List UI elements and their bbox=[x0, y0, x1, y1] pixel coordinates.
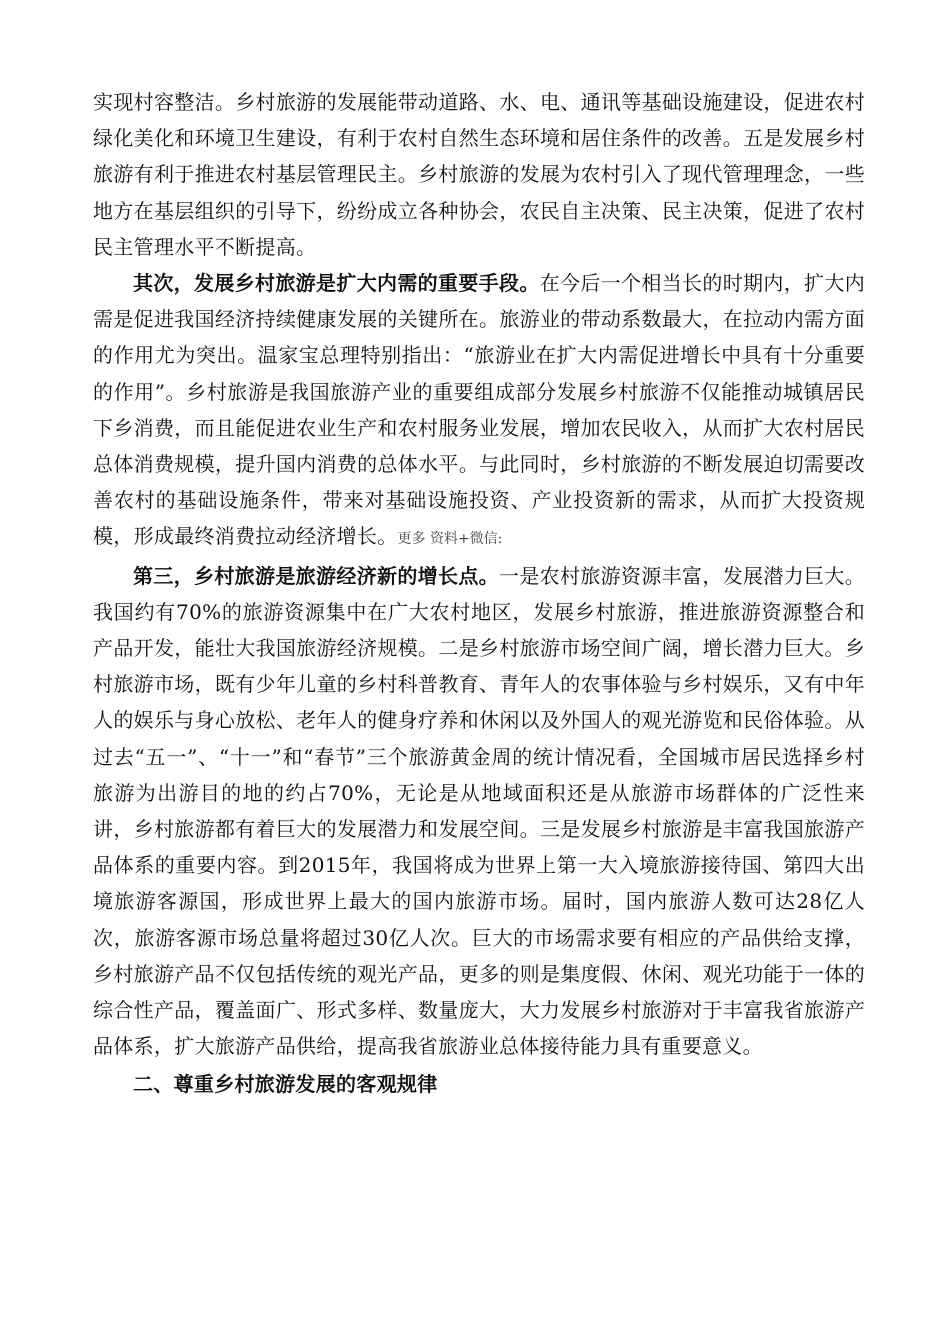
paragraph-lead-heading: 第三，乡村旅游是旅游经济新的增长点。 bbox=[133, 563, 500, 588]
paragraph-text: 在今后一个相当长的时期内，扩大内需是促进我国经济持续健康发展的关键所在。旅游业的带动系数最大，在拉动内需方面的作用尤为突出。温家宝总理特别指出：“旅游业在扩大内需促进增长中具有十分重要的作用”。乡村旅游是我国旅游产业的重要组成部分发展乡村旅游不仅能推动城镇居民下乡消费，而且能促进农业生产和农村服务业发展，增加农民收入，从而扩大农村居民总体消费规模，提升国内消费的总体水平。与此同时，乡村旅游的不断发展迫切需要改善农村的基础设施条件，带来对基础设施投资、产业投资新的需求，从而扩大投资规模，形成最终消费拉动经济增长。 bbox=[93, 271, 865, 549]
paragraph-text: 一是农村旅游资源丰富，发展潜力巨大。我国约有70%的旅游资源集中在广大农村地区，发展乡村旅游，推进旅游资源整合和产品开发，能壮大我国旅游经济规模。二是乡村旅游市场空间广阔，增长潜力巨大。乡村旅游市场，既有少年儿童的乡村科普教育、青年人的农事体验与乡村娱乐，又有中年人的娱乐与身心放松、老年人的健身疗养和休闲以及外国人的观光游览和民俗体验。从过去“五一”、“十一”和“春节”三个旅游黄金周的统计情况看，全国城市居民选择乡村旅游为出游目的地的约占70%，无论是从地域面积还是从旅游市场群体的广泛性来讲，乡村旅游都有着巨大的发展潜力和发展空间。三是发展乡村旅游是丰富我国旅游产品体系的重要内容。到2015年，我国将成为世界上第一大入境旅游接待国、第四大出境旅游客源国，形成世界上最大的国内旅游市场。届时，国内旅游人数可达28亿人次，旅游客源市场总量将超过30亿人次。巨大的市场需求要有相应的产品供给支撑，乡村旅游产品不仅包括传统的观光产品，更多的则是集度假、休闲、观光功能于一体的综合性产品，覆盖面广、形式多样、数量庞大，大力发展乡村旅游对于丰富我省旅游产品体系，扩大旅游产品供给，提高我省旅游业总体接待能力具有重要意义。 bbox=[93, 563, 865, 1059]
paragraph-text: 实现村容整洁。乡村旅游的发展能带动道路、水、电、通讯等基础设施建设，促进农村绿化美化和环境卫生建设，有利于农村自然生态环境和居住条件的改善。五是发展乡村旅游有利于推进农村基层管理民主。乡村旅游的发展为农村引入了现代管理理念，一些地方在基层组织的引导下，纷纷成立各种协会，农民自主决策、民主决策，促进了农村民主管理水平不断提高。 bbox=[93, 90, 865, 259]
watermark-note: 更多 资料+微信: bbox=[397, 531, 503, 548]
section-heading: 二、尊重乡村旅游发展的客观规律 bbox=[133, 1072, 438, 1097]
paragraph-village-appearance bbox=[93, 84, 865, 265]
paragraph-growth-point bbox=[93, 558, 865, 1065]
paragraph-domestic-demand bbox=[93, 265, 865, 558]
document-page bbox=[93, 84, 865, 1104]
paragraph-lead-heading: 其次，发展乡村旅游是扩大内需的重要手段。 bbox=[133, 271, 540, 296]
